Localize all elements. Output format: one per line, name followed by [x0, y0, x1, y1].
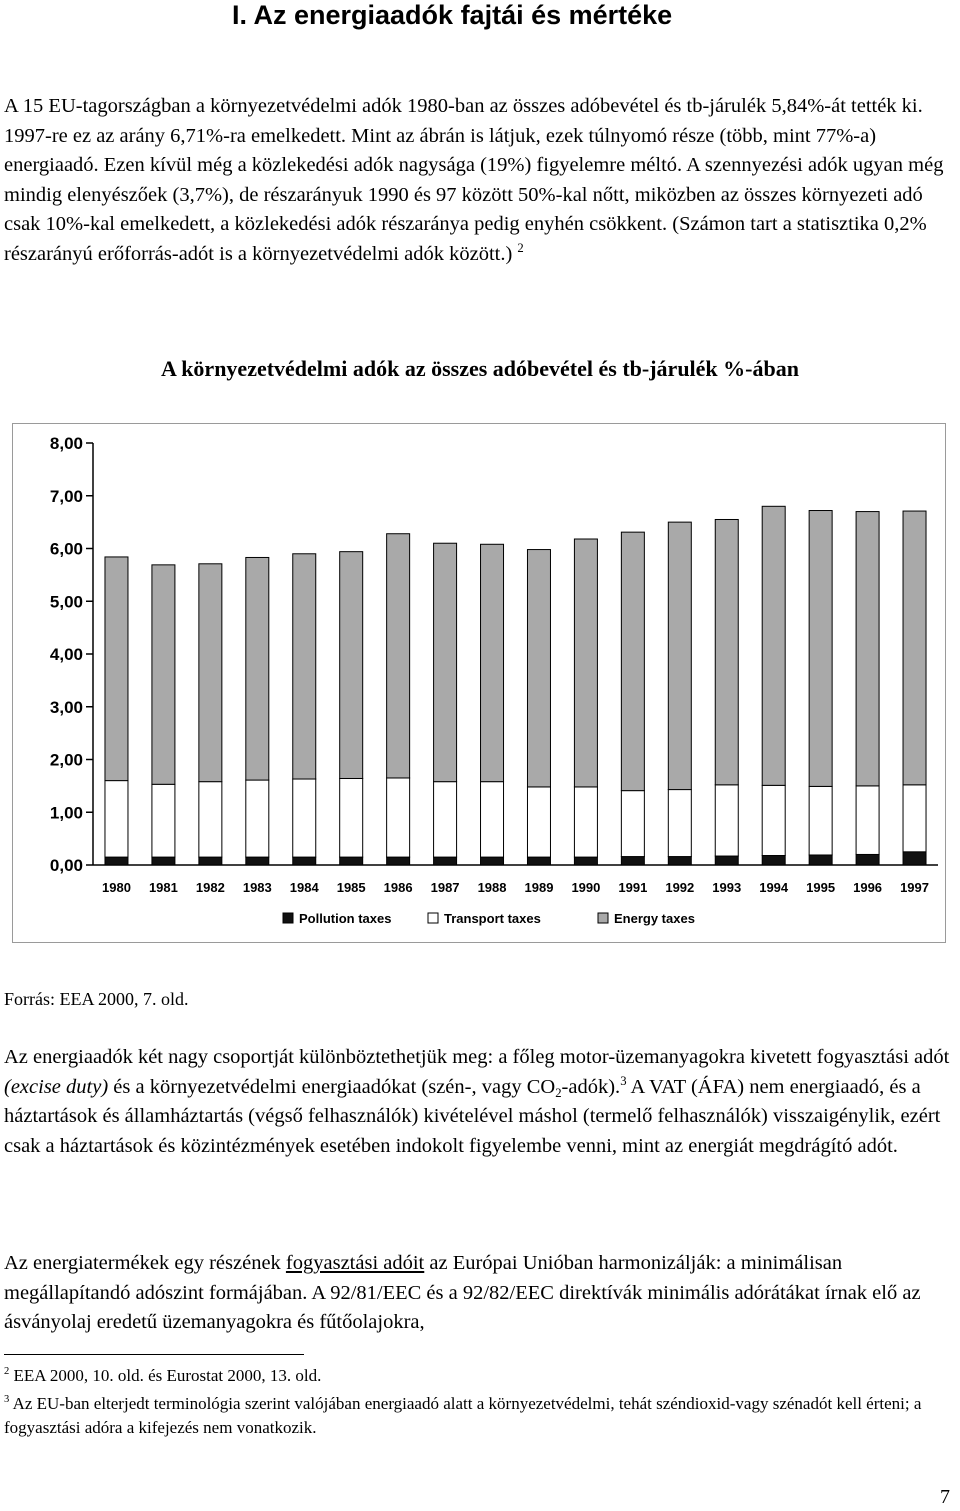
page-number: 7 [940, 1486, 950, 1508]
bar-segment-pollution [527, 857, 550, 865]
paragraph-harmonization-text-1: Az energiatermékek egy részének [4, 1252, 286, 1274]
bar-segment-pollution [668, 857, 691, 865]
bar-segment-transport [527, 787, 550, 857]
bar-segment-transport [152, 784, 175, 857]
x-tick-label: 1985 [336, 880, 366, 895]
x-tick-label: 1984 [289, 880, 319, 895]
bar-segment-energy [856, 512, 879, 786]
bar-segment-transport [903, 785, 926, 852]
bar-segment-pollution [574, 857, 597, 865]
legend-label: Transport taxes [444, 911, 541, 926]
bar-segment-energy [809, 511, 832, 787]
paragraph-harmonization [4, 1249, 952, 1338]
bar-segment-transport [387, 778, 410, 857]
footnote-ref-2[interactable]: 2 [517, 240, 524, 255]
y-tick-label: 1,00 [49, 803, 83, 823]
x-tick-label: 1988 [477, 880, 507, 895]
bar-segment-energy [246, 557, 269, 780]
bar-segment-pollution [246, 857, 269, 865]
y-tick-label: 6,00 [49, 539, 83, 559]
y-tick-label: 3,00 [49, 697, 83, 717]
legend-swatch [283, 913, 293, 923]
y-tick-label: 0,00 [49, 856, 83, 875]
bar-segment-energy [574, 539, 597, 787]
bar-segment-pollution [621, 857, 644, 865]
bar-segment-pollution [809, 855, 832, 865]
bar-segment-energy [434, 543, 457, 781]
x-tick-label: 1993 [712, 880, 742, 895]
bar-segment-transport [574, 787, 597, 857]
footnote-divider [4, 1354, 304, 1355]
footnote-2-text: EEA 2000, 10. old. és Eurostat 2000, 13. old. [9, 1366, 322, 1385]
bar-segment-energy [762, 506, 785, 785]
footnote-3-text: Az EU-ban elterjedt terminológia szerint valójában energiaadó alatt a környezetvédelmi, tehát széndioxid-vagy szénadót kell érteni; a fogyasztási adóra a kifejezés nem vonatkozik. [4, 1394, 922, 1437]
bar-segment-transport [668, 790, 691, 857]
bar-segment-pollution [152, 857, 175, 865]
x-tick-label: 1983 [242, 880, 272, 895]
x-tick-label: 1991 [618, 880, 648, 895]
excise-duties-link[interactable]: fogyasztási adóit [285, 1252, 425, 1274]
bar-segment-pollution [387, 857, 410, 865]
excise-duty-term: (excise duty) [4, 1075, 109, 1098]
x-tick-label: 1997 [900, 880, 929, 895]
x-tick-label: 1995 [806, 880, 836, 895]
bar-segment-energy [387, 534, 410, 778]
bar-segment-transport [762, 785, 785, 855]
co2-subscript: 2 [555, 1085, 562, 1100]
bar-segment-pollution [105, 857, 128, 865]
x-tick-label: 1990 [571, 880, 601, 895]
y-tick-label: 7,00 [49, 486, 83, 506]
bar-segment-pollution [199, 857, 222, 865]
bar-segment-energy [903, 511, 926, 785]
bar-segment-transport [715, 785, 738, 856]
bar-segment-energy [293, 554, 316, 779]
legend-swatch [598, 913, 608, 923]
bar-segment-transport [481, 782, 504, 857]
paragraph-energy-taxes-text-2: és a környezetvédelmi energiaadókat (szén-, vagy CO [108, 1075, 556, 1098]
legend-label: Energy taxes [614, 911, 695, 926]
bar-segment-energy [527, 550, 550, 787]
y-tick-label: 8,00 [49, 434, 83, 453]
footnote-2-number: 2 [4, 1366, 10, 1378]
bar-segment-energy [152, 565, 175, 784]
stacked-bar-chart [13, 424, 945, 942]
bar-segment-energy [621, 532, 644, 790]
bar-segment-transport [621, 791, 644, 857]
paragraph-harmonization-text-2: az Európai Unióban harmonizálják: a minimálisan megállapítandó adószint formájában. A 92/81/EEC és a 92/82/EEC direktívák minimális adórátákat írnak elő az ásványolaj eredetű üzemanyagokra és fűtőolajokra, [4, 1252, 921, 1334]
bar-segment-pollution [340, 857, 363, 865]
x-tick-label: 1992 [665, 880, 695, 895]
x-tick-label: 1987 [430, 880, 460, 895]
footnote-ref-3[interactable]: 3 [620, 1073, 627, 1088]
bar-segment-energy [481, 544, 504, 781]
y-tick-label: 2,00 [49, 750, 83, 770]
x-tick-label: 1996 [853, 880, 883, 895]
footnote-3 [4, 1392, 952, 1440]
paragraph-energy-taxes-text-4: A VAT (ÁFA) nem energiaadó, és a háztartások és államháztartás (végső felhasználók) kivételével máshol (termelő felhasználók) visszaigénylik, ezért csak a háztartások és közintézmények esetében indokolt figyelembe venni, mint az energiát megdrágító adót. [4, 1075, 941, 1157]
bar-segment-energy [668, 522, 691, 789]
bar-segment-pollution [856, 854, 879, 865]
bar-segment-pollution [762, 856, 785, 865]
legend-swatch [428, 913, 438, 923]
footnote-3-number: 3 [4, 1394, 10, 1406]
paragraph-energy-taxes [4, 1043, 952, 1161]
bar-segment-transport [246, 780, 269, 857]
bar-segment-transport [809, 786, 832, 855]
x-tick-label: 1986 [383, 880, 413, 895]
bar-segment-energy [715, 519, 738, 784]
x-tick-label: 1994 [759, 880, 789, 895]
bar-segment-transport [105, 781, 128, 857]
bar-segment-transport [856, 786, 879, 855]
paragraph-intro [4, 92, 952, 270]
legend-label: Pollution taxes [299, 911, 392, 926]
bar-segment-pollution [434, 857, 457, 865]
bar-segment-transport [199, 782, 222, 857]
bar-segment-pollution [293, 857, 316, 865]
x-tick-label: 1989 [524, 880, 554, 895]
chart-container [12, 423, 946, 943]
bar-segment-energy [105, 557, 128, 781]
bar-segment-transport [340, 778, 363, 857]
chart-title: A környezetvédelmi adók az összes adóbevétel és tb-járulék %-ában [161, 356, 799, 381]
bar-segment-energy [199, 564, 222, 782]
y-tick-label: 5,00 [49, 592, 83, 612]
bar-segment-pollution [903, 852, 926, 865]
figure-source: Forrás: EEA 2000, 7. old. [4, 989, 189, 1009]
footnote-2 [4, 1364, 952, 1388]
bar-segment-pollution [715, 856, 738, 865]
bar-segment-transport [434, 782, 457, 857]
x-tick-label: 1982 [195, 880, 225, 895]
page-heading: I. Az energiaadók fajtái és mértéke [232, 0, 673, 30]
x-tick-label: 1980 [102, 880, 131, 895]
y-tick-label: 4,00 [49, 645, 83, 664]
paragraph-energy-taxes-text-1: Az energiaadók két nagy csoportját különböztethetjük meg: a főleg motor-üzemanyagokra kivetett fogyasztási adót [4, 1046, 950, 1068]
x-tick-label: 1981 [148, 880, 178, 895]
paragraph-intro-text: A 15 EU-tagországban a környezetvédelmi adók 1980-ban az összes adóbevétel és tb-járulék 5,84%-át tették ki. 1997-re ez az arány 6,71%-ra emelkedett. Mint az ábrán is látjuk, ezek túlnyomó része (több, mint 77%-a) energiaadó. Ezen kívül még a közlekedési adók nagysága (19%) figyelemre méltó. A szennyezési adók ugyan még mindig elenyészőek (3,7%), de részarányuk 1990 és 97 között 50%-kal nőtt, miközben az összes környezeti adó csak 10%-kal emelkedett, a közlekedési adók részaránya pedig enyhén csökkent. (Számon tart a statisztika 0,2% részarányú erőforrás-adót is a környezetvédelmi adók között.) [4, 95, 944, 265]
paragraph-energy-taxes-text-3: -adók). [561, 1075, 621, 1098]
bar-segment-pollution [481, 857, 504, 865]
bar-segment-transport [293, 779, 316, 857]
bar-segment-energy [340, 552, 363, 779]
